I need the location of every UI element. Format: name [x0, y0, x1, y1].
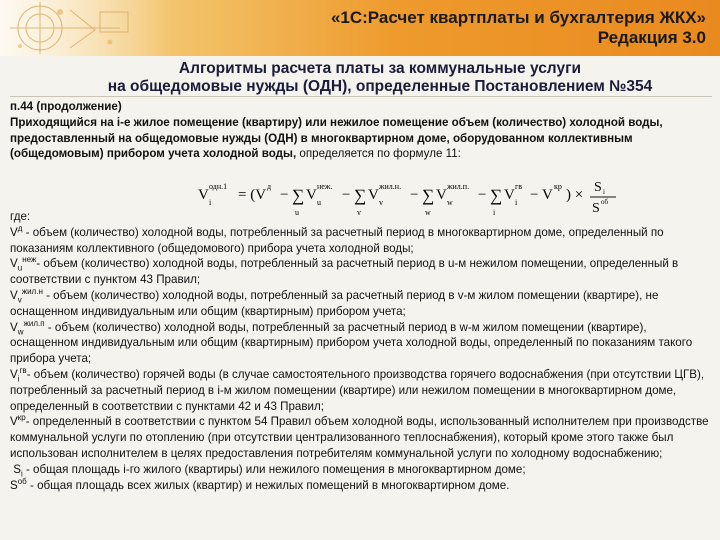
divider [10, 96, 712, 97]
paragraph-label: п.44 (продолжение) [10, 100, 122, 113]
formula-num-sub: i [603, 188, 605, 196]
formula-vi-sup: гв [515, 182, 523, 191]
formula-num: S [594, 180, 602, 195]
formula-vu-sup: неж. [317, 182, 333, 191]
formula-lhs: V [198, 187, 209, 203]
formula-sum3-sub: w [425, 208, 431, 217]
formula-close: ) × [566, 187, 584, 203]
header-banner [0, 0, 720, 56]
formula-minus-1: − [280, 187, 289, 203]
formula-minus-3: − [410, 187, 419, 203]
definition-item: $V_w^{жил.п}$ - объем (количество) холодной воды, потребленный за расчетный период в w-м жилом помещении (квартире), оснащенном индивидуальным или общим (квартирным) прибором учета холодной воды, определенный по показаниям такого прибора учета; [10, 318, 693, 366]
formula-vi-sub: i [515, 198, 518, 207]
formula-kr-sup: кр [554, 182, 562, 191]
formula-den-sup: об [601, 198, 609, 206]
sum-icon: ∑ [490, 186, 503, 205]
formula-lhs-sub: i [209, 198, 212, 207]
definitions-block [10, 209, 715, 493]
formula-minus-4: − [478, 187, 487, 203]
sum-icon: ∑ [422, 186, 435, 205]
formula-vw-sup: жил.п. [447, 182, 470, 191]
section-heading [60, 60, 700, 96]
definition-item: $S_i$ - общая площадь i-го жилого (квартиры) или нежилого помещения в многоквартирном доме; [13, 462, 526, 479]
definition-item: $V_v^{жил.н}$ - объем (количество) холодной воды, потребленный за расчетный период в v-м жилом помещении (квартире), не оснащенном индивидуальным или общим (квартирным) прибором учета; [10, 287, 659, 318]
decorative-graphic [0, 0, 170, 56]
sum-icon: ∑ [354, 186, 367, 205]
formula-vu-sub: u [317, 198, 321, 207]
definition-item: $V_i^{гв}-$ объем (количество) горячей воды (в случае самостоятельного производства горячего водоснабжения (при отсутствии ЦГВ), потребленный за расчетный период в i-м жилом помещении (квартире) или нежилом помещении в многоквартирном доме, определенный в соответствии с пунктами 42 и 43 Правил; [10, 366, 705, 413]
heading-line-2: на общедомовые нужды (ОДН), определенные Постановлением №354 [107, 78, 653, 95]
formula-minus-2: − [342, 187, 351, 203]
formula-vv-sup: жил.н. [379, 182, 402, 191]
formula-sum4-sub: i [493, 208, 496, 217]
formula-d-sup: д [267, 182, 272, 191]
where-label: где: [10, 210, 31, 223]
definition-item: $V^д$ - объем (количество) холодной воды, потребленный за расчетный период в многоквартирном доме, определенный по показаниям коллективного (общедомового) прибора учета холодной воды; [10, 223, 664, 255]
svg-text:V: V [306, 187, 317, 203]
intro-block [10, 99, 714, 162]
formula-vv-sub: v [379, 198, 383, 207]
svg-text:V: V [368, 187, 379, 203]
intro-tail-text: определяется по формуле 11: [296, 147, 461, 161]
heading-line-1: Алгоритмы расчета платы за коммунальные услуги [178, 60, 582, 77]
title-line-2: Редакция 3.0 [597, 28, 706, 47]
definition-item: $S^{об}$ - общая площадь всех жилых (квартир) и нежилых помещений в многоквартирном доме. [10, 476, 510, 492]
page-title [331, 8, 706, 48]
svg-text:V: V [436, 187, 447, 203]
formula-minus-5: − V [530, 187, 553, 203]
formula-sum2-sub: v [357, 208, 361, 217]
definition-item: $V_u^{неж}-$ объем (количество) холодной воды, потребленный за расчетный период в u-м нежилом помещении, определенный в соответствии с пунктом 43 Правил; [10, 255, 679, 287]
svg-text:V: V [504, 187, 515, 203]
sum-icon: ∑ [292, 186, 305, 205]
definition-item: $V^{кр}-$ определенный в соответствии с пунктом 54 Правил объем холодной воды, использованный исполнителем при производстве коммунальной услуги по отоплению (при отсутствии централизованного теплоснабжения), который кроме этого также был использован исполнителем в целях предоставления потребителям коммунальной услуги по холодному водоснабжению; [10, 413, 709, 460]
formula-sum1-sub: u [295, 208, 299, 217]
intro-bold-text: Приходящийся на i-е жилое помещение (квартиру) или нежилое помещение объем (количество) холодной воды, предоставленный на общедомовые нужды (ОДН) в многоквартирном доме, оборудованном коллективным (общедомовым) прибором учета холодной воды, [10, 115, 663, 161]
formula-den: S [592, 201, 600, 216]
title-line-1: «1С:Расчет квартплаты и бухгалтерия ЖКХ» [330, 8, 706, 27]
formula-lhs-sup: одн.1 [209, 182, 228, 191]
formula-eq: = (V [238, 187, 267, 203]
intro-text [10, 115, 714, 162]
formula-vw-sub: w [447, 198, 453, 207]
